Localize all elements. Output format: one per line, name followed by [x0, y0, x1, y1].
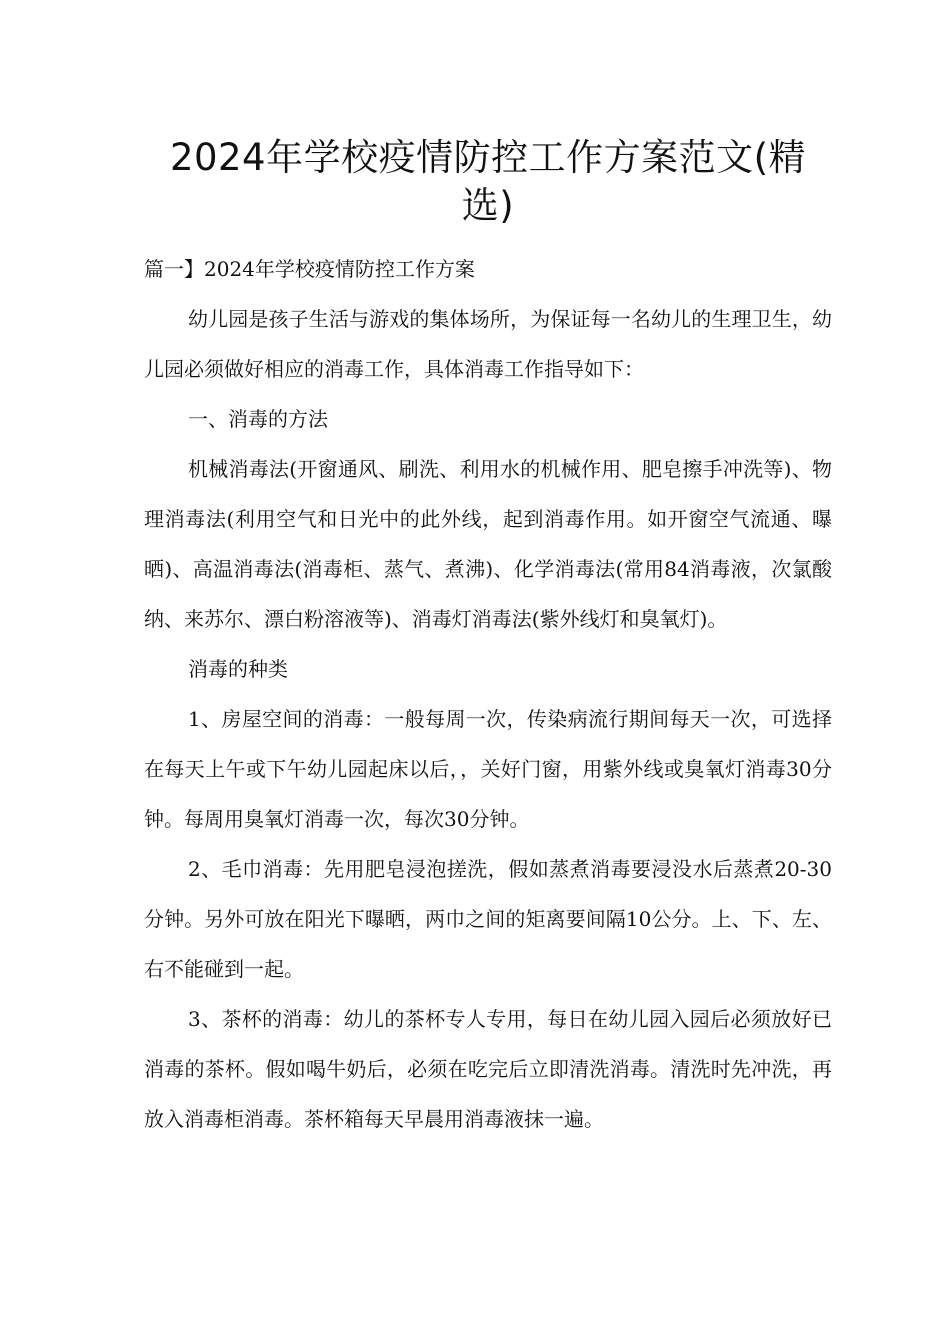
document-title: 2024年学校疫情防控工作方案范文(精选) — [169, 136, 807, 227]
paragraph-heading-methods: 一、消毒的方法 — [188, 407, 328, 431]
paragraph-intro: 幼儿园是孩子生活与游戏的集体场所，为保证每一名幼儿的生理卫生，幼儿园必须做好相应的消毒工作，具体消毒工作指导如下： — [144, 307, 832, 381]
paragraph-methods: 机械消毒法(开窗通风、刷洗、利用水的机械作用、肥皂擦手冲洗等)、物理消毒法(利用空气和日光中的此外线，起到消毒作用。如开窗空气流通、曝晒)、高温消毒法(消毒柜、蒸气、煮沸)、化学消毒法(常用84消毒液，次氯酸纳、来苏尔、漂白粉溶液等)、消毒灯消毒法(紫外线灯和臭氧灯)。 — [144, 457, 832, 631]
section-heading: 篇一】2024年学校疫情防控工作方案 — [144, 257, 475, 281]
paragraph-towel-disinfection: 2、毛巾消毒：先用肥皂浸泡搓洗，假如蒸煮消毒要浸没水后蒸煮20-30分钟。另外可放在阳光下曝晒，两巾之间的矩离要间隔10公分。上、下、左、右不能碰到一起。 — [144, 857, 832, 981]
paragraph-heading-types: 消毒的种类 — [188, 657, 288, 681]
paragraph-room-disinfection: 1、房屋空间的消毒：一般每周一次，传染病流行期间每天一次，可选择在每天上午或下午幼儿园起床以后，，关好门窗，用紫外线或臭氧灯消毒30分钟。每周用臭氧灯消毒一次，每次30分钟。 — [144, 707, 832, 831]
paragraph-cup-disinfection: 3、茶杯的消毒：幼儿的茶杯专人专用，每日在幼儿园入园后必须放好已消毒的茶杯。假如喝牛奶后，必须在吃完后立即清洗消毒。清洗时先冲洗，再放入消毒柜消毒。茶杯箱每天早晨用消毒液抹一遍。 — [144, 1007, 832, 1131]
